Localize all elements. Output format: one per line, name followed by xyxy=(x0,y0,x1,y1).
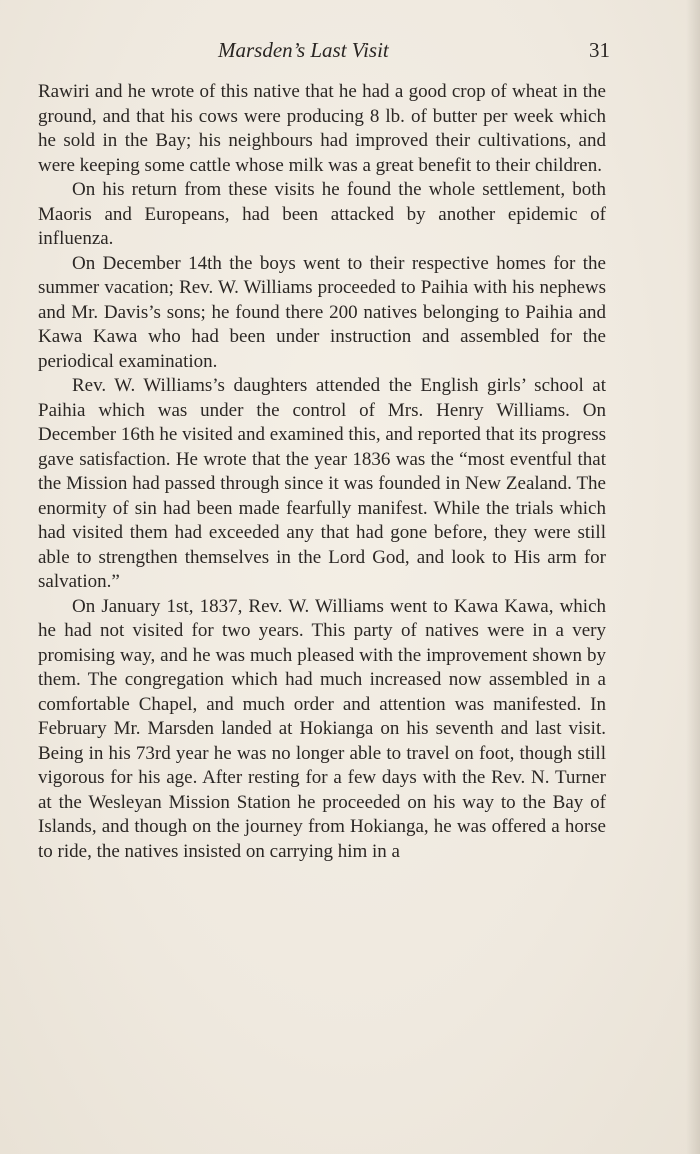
paragraph: On his return from these visits he found the whole settlement, both Maoris and Europeans, had been attacked by another epidemic of influenza. xyxy=(38,179,606,249)
paragraph: Rawiri and he wrote of this native that he had a good crop of wheat in the ground, and that his cows were producing 8 lb. of butter per week which he sold in the Bay; his neighbours had improved their cultivations, and were keeping some cattle whose milk was a great benefit to their children. xyxy=(38,81,606,176)
paragraph: On January 1st, 1837, Rev. W. Williams went to Kawa Kawa, which he had not visited for two years. This party of natives were in a very promising way, and he was much pleased with the improvement shown by them. The congregation which had much increased now assembled in a comfortable Chapel, and much order and attention was manifested. In February Mr. Marsden landed at Hokianga on his seventh and last visit. Being in his 73rd year he was no longer able to travel on foot, though still vigorous for his age. After resting for a few days with the Rev. N. Turner at the Wesleyan Mission Station he proceeded on his way to the Bay of Islands, and though on the journey from Hokianga, he was offered a horse to ride, the natives insisted on carrying him in a xyxy=(38,595,606,862)
running-title: Marsden’s Last Visit xyxy=(218,38,389,62)
paragraph: On December 14th the boys went to their respective homes for the summer vacation; Rev. W. Williams proceeded to Paihia with his nephews and Mr. Davis’s sons; he found there 200 natives belonging to Paihia and Kawa Kawa who had been under instruction and assembled for the periodical examination. xyxy=(38,252,606,372)
page-number: 31 xyxy=(589,38,610,62)
page-edge-shadow xyxy=(686,0,700,1154)
page-header xyxy=(38,38,610,68)
body-text xyxy=(38,80,606,864)
paragraph: Rev. W. Williams’s daughters attended the English girls’ school at Paihia which was under the control of Mrs. Henry Williams. On December 16th he visited and examined this, and reported that its progress gave satisfaction. He wrote that the year 1836 was the “most eventful that the Mission had passed through since it was founded in New Zealand. The enormity of sin had been made fearfully manifest. While the trials which had visited them had exceeded any that had gone before, they were still able to strengthen themselves in the Lord God, and look to His arm for salvation.” xyxy=(38,375,606,592)
